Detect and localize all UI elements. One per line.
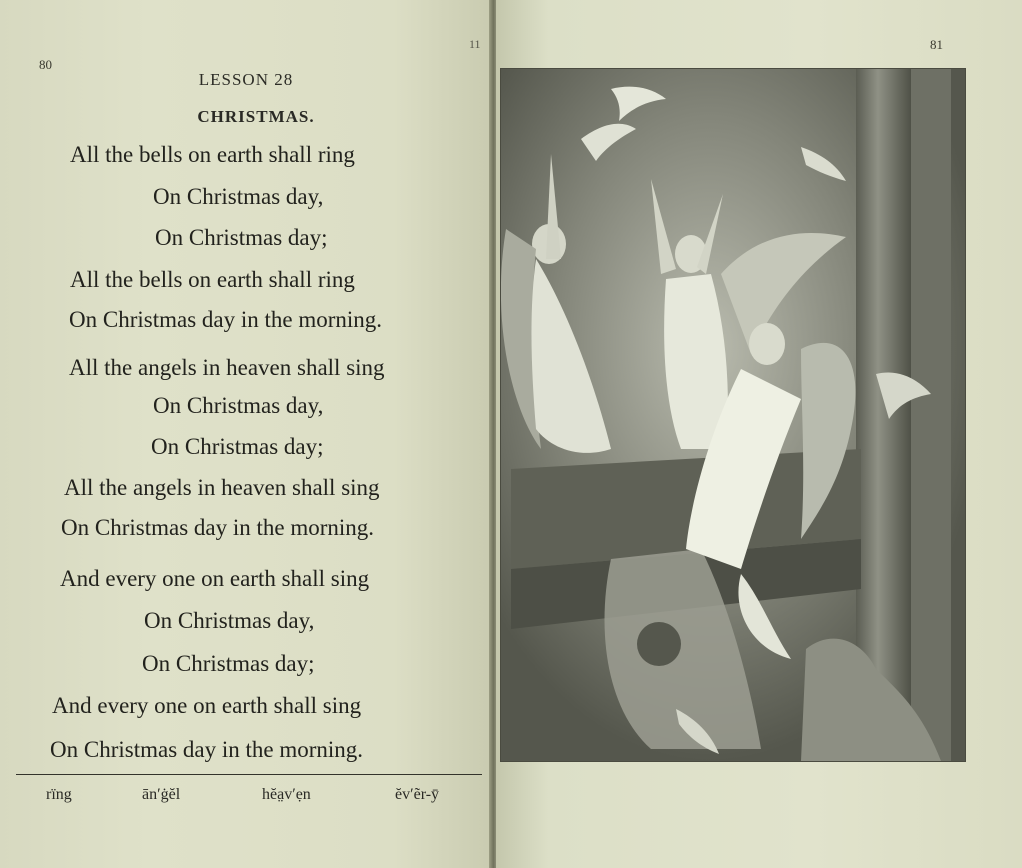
poem-line: And every one on earth shall sing	[52, 693, 362, 718]
poem-line: On Christmas day in the morning.	[50, 737, 364, 762]
poem-line: On Christmas day;	[155, 225, 328, 250]
poem-line: On Christmas day;	[151, 434, 324, 459]
lesson-heading: LESSON 28	[198, 70, 294, 89]
left-page-number: 80	[39, 57, 52, 72]
poem-line: On Christmas day in the morning.	[61, 515, 375, 540]
poem-line: All the bells on earth shall ring	[70, 142, 355, 167]
poem-line: All the bells on earth shall ring	[70, 267, 355, 292]
poem-line: All the angels in heaven shall sing	[64, 475, 380, 500]
corner-mark: 11	[469, 37, 481, 51]
vocab-word: ĕv′ẽr-ȳ	[395, 786, 440, 803]
poem-line: On Christmas day;	[142, 651, 315, 676]
poem-line: On Christmas day in the morning.	[69, 307, 383, 332]
poem-line: On Christmas day,	[153, 184, 324, 209]
poem-line: On Christmas day,	[144, 608, 315, 633]
left-page	[0, 0, 492, 868]
vocab-word: hĕa̤v′ẹn	[262, 786, 311, 803]
angels-illustration	[500, 68, 966, 762]
poem-line: All the angels in heaven shall sing	[69, 355, 385, 380]
poem-line: And every one on earth shall sing	[60, 566, 370, 591]
vocab-word: rïng	[46, 786, 72, 803]
right-page-number: 81	[930, 37, 943, 52]
footer-rule	[16, 774, 482, 775]
poem-title: CHRISTMAS.	[197, 107, 315, 126]
vocab-word: ān′ġĕl	[142, 786, 181, 803]
poem-line: On Christmas day,	[153, 393, 324, 418]
